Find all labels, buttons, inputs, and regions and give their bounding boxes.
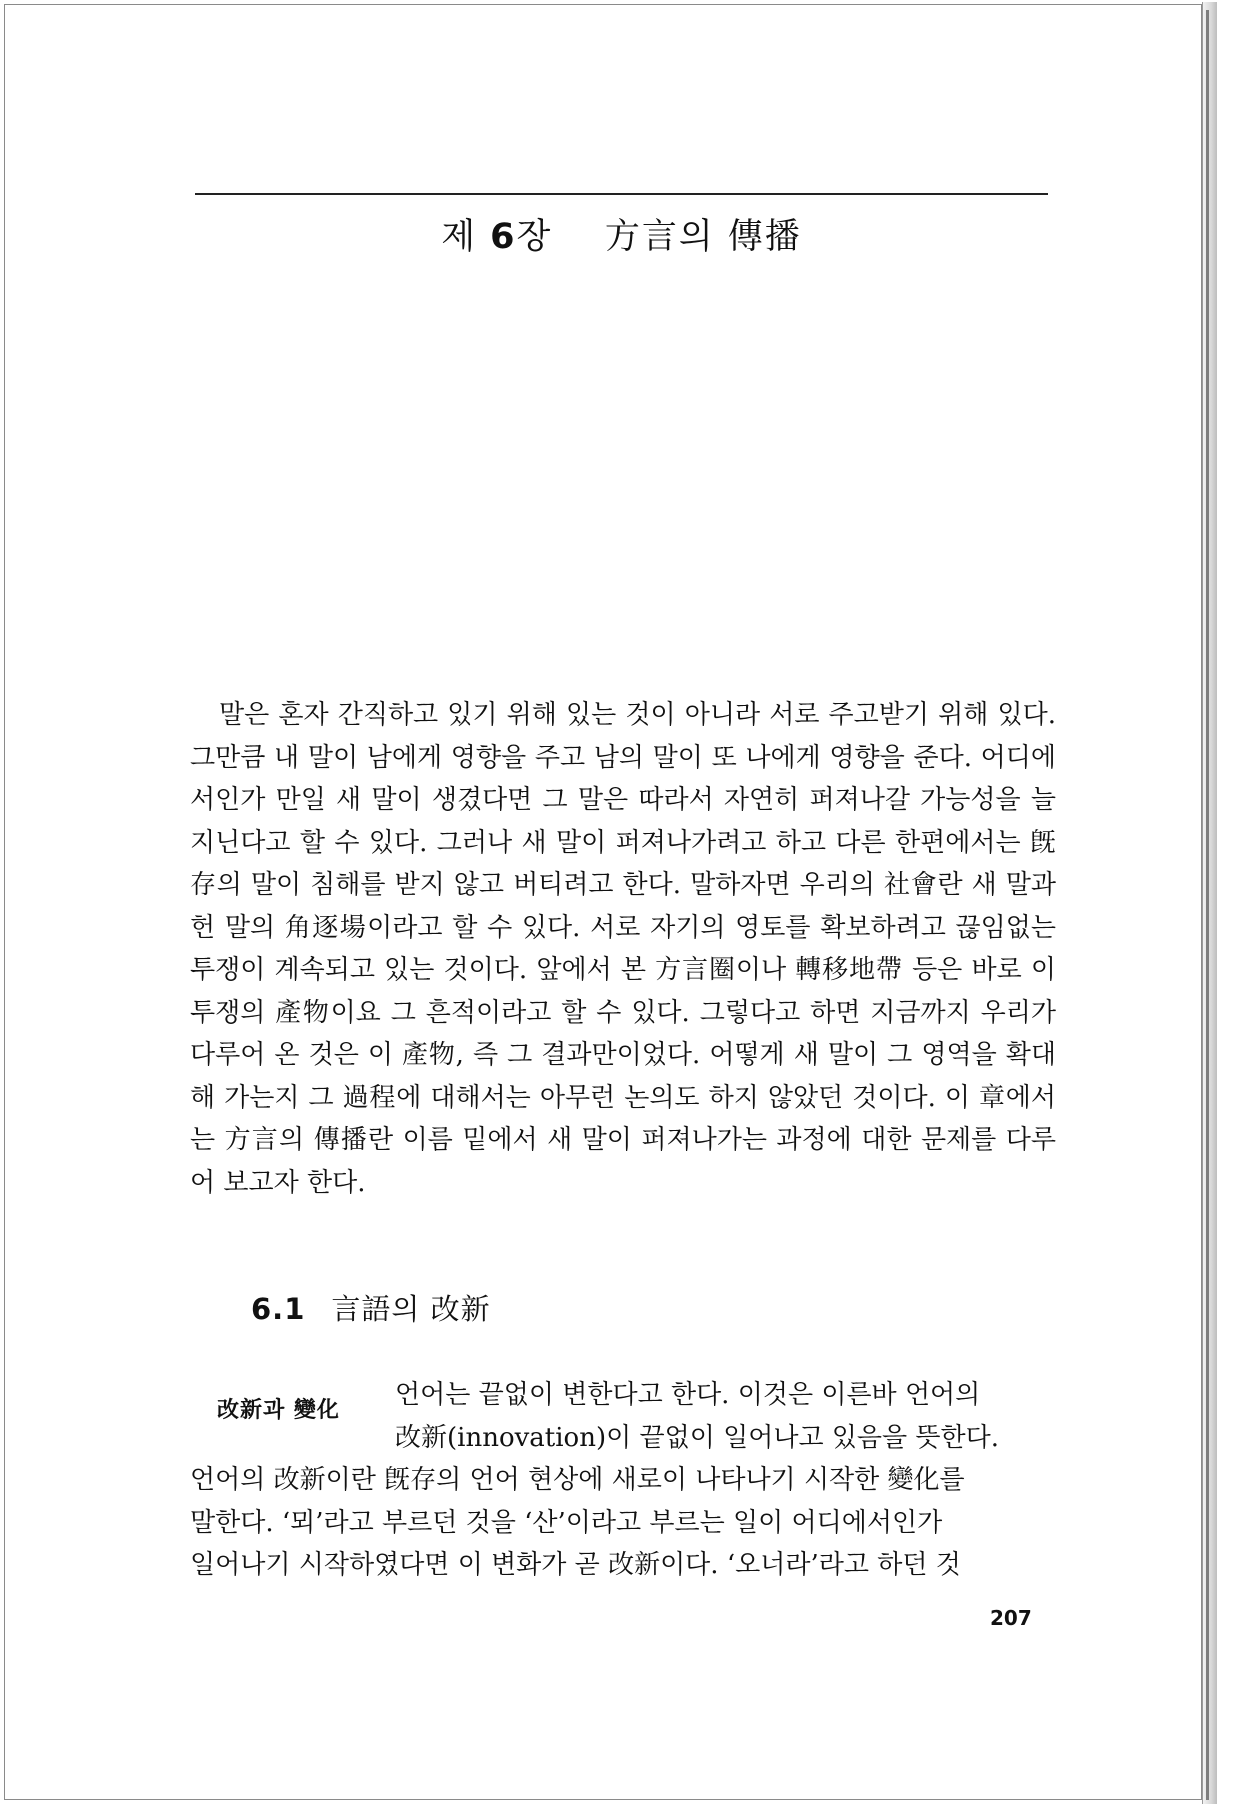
page-edge-shadow [1202,2,1217,1804]
section-line: 언어의 改新이란 旣存의 언어 현상에 새로이 나타나기 시작한 變化를 [190,1465,965,1495]
page-edge-line [1206,10,1209,1800]
chapter-number: 6 [490,217,517,257]
section-line: 改新(innovation)이 끝없이 일어나고 있음을 뜻한다. [395,1422,1000,1453]
section-line: 말한다. ‘뫼’라고 부르던 것을 ‘산’이라고 부르는 일이 어디에서인가 [190,1507,943,1538]
chapter-title-suffix: 장 [516,217,553,257]
section-body [190,1374,1056,1587]
section-title: 言語의 改新 [331,1292,491,1326]
intro-paragraph [190,694,1056,1204]
page-number: 207 [990,1606,1032,1630]
side-note: 改新과 變化 [217,1397,340,1423]
chapter-title-prefix: 제 [441,217,478,257]
section-number: 6.1 [251,1292,306,1326]
section-heading [251,1287,491,1331]
intro-text: 말은 혼자 간직하고 있기 위해 있는 것이 아니라 서로 주고받기 위해 있다. 그만큼 내 말이 남에게 영향을 주고 남의 말이 또 나에게 영향을 준다. 어디에서인가 만일 새 말이 생겼다면 그 말은 따라서 자연히 퍼져나갈 가능성을 늘 지닌다고 할 수 있다. 그러나 새 말이 퍼져나가려고 하고 다른 한편에서는 旣存의 말이 침해를 받지 않고 버티려고 한다. 말하자면 우리의 社會란 새 말과 헌 말의 角逐場이라고 할 수 있다. 서로 자기의 영토를 확보하려고 끊임없는 투쟁이 계속되고 있는 것이다. 앞에서 본 方言圈이나 轉移地帶 등은 바로 이 투쟁의 產物이요 그 흔적이라고 할 수 있다. 그렇다고 하면 지금까지 우리가 다루어 온 것은 이 產物, 즉 그 결과만이었다. 어떻게 새 말이 그 영역을 확대해 가는지 그 過程에 대해서는 아무런 논의도 하지 않았던 것이다. 이 章에서는 方言의 傳播란 이름 밑에서 새 말이 퍼져나가는 과정에 대한 문제를 다루어 보고자 한다. [190,700,1056,1198]
section-line: 일어나기 시작하였다면 이 변화가 곧 改新이다. ‘오너라’라고 하던 것 [190,1550,961,1580]
chapter-title-main: 方言의 傳播 [604,217,802,257]
section-line: 언어는 끝없이 변한다고 한다. 이것은 이른바 언어의 [395,1380,981,1410]
chapter-rule [195,193,1048,195]
chapter-title [195,212,1048,262]
